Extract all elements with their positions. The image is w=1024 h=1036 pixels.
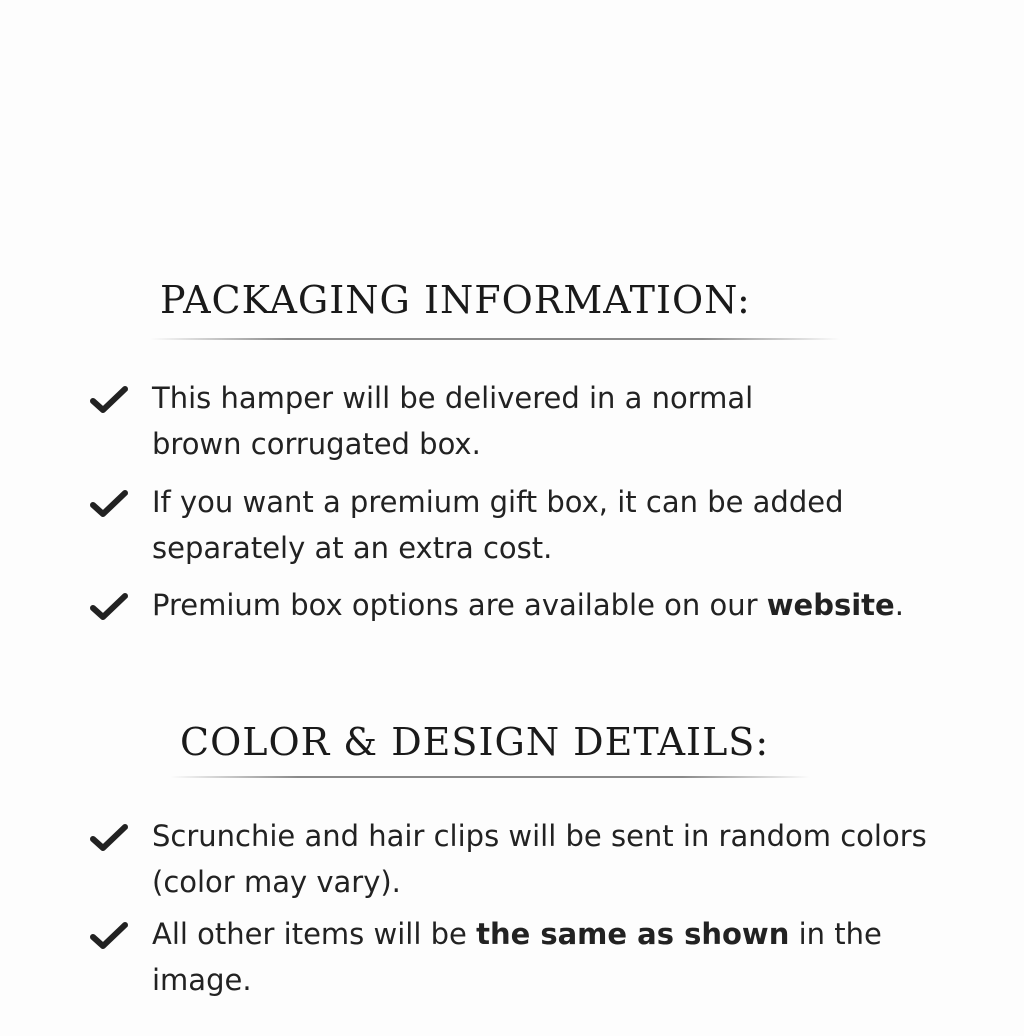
- packaging-item-text: If you want a premium gift box, it can be added separately at an extra cost.: [152, 485, 844, 565]
- color-design-list-item: [90, 813, 970, 905]
- packaging-list-item: [90, 479, 880, 571]
- item-text-tail: in the image.: [152, 917, 882, 997]
- checkmark-icon: [90, 489, 128, 519]
- packaging-section-title: PACKAGING INFORMATION:: [160, 278, 751, 322]
- website-emphasis: website: [766, 588, 895, 622]
- color-design-item-text: Scrunchie and hair clips will be sent in random colors (color may vary).: [152, 819, 927, 899]
- item-text-lead: Premium box options are available on our: [152, 588, 767, 622]
- item-text-tail: .: [894, 588, 904, 622]
- color-design-item-text: [152, 911, 890, 1003]
- color-design-section-title: COLOR & DESIGN DETAILS:: [180, 720, 770, 764]
- color-design-list-item: [90, 911, 890, 1003]
- packaging-item-text: [152, 582, 904, 628]
- packaging-title-divider: [150, 338, 840, 340]
- checkmark-icon: [90, 385, 128, 415]
- checkmark-icon: [90, 592, 128, 622]
- packaging-list-item: [90, 582, 970, 628]
- checkmark-icon: [90, 921, 128, 951]
- same-as-shown-emphasis: the same as shown: [476, 917, 790, 951]
- color-design-title-divider: [170, 776, 810, 778]
- packaging-item-text: This hamper will be delivered in a normal brown corrugated box.: [152, 381, 754, 461]
- item-text-lead: All other items will be: [152, 917, 477, 951]
- packaging-list-item: [90, 375, 850, 467]
- checkmark-icon: [90, 823, 128, 853]
